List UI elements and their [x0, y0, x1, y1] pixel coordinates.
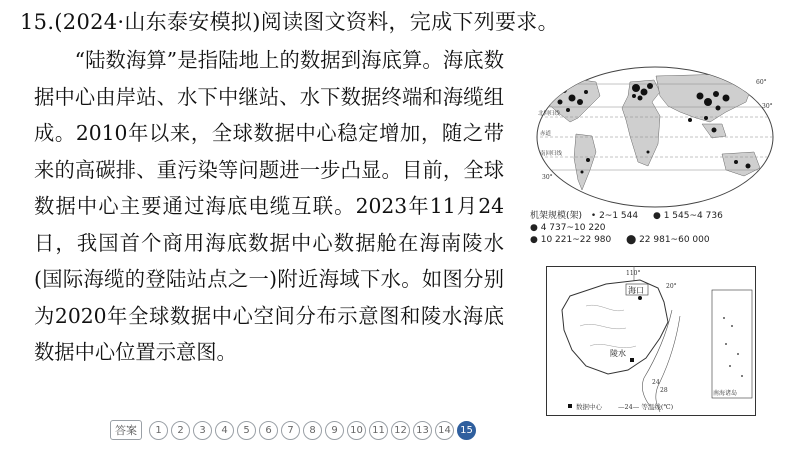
data-center-dot — [566, 108, 570, 112]
data-center-dot — [688, 118, 692, 122]
question-number-7[interactable]: 7 — [281, 421, 300, 440]
inset-label: 南海诸岛 — [713, 390, 738, 397]
question-title: 15.(2024·山东泰安模拟)阅读图文资料，完成下列要求。 — [20, 10, 559, 34]
question-number-1[interactable]: 1 — [149, 421, 168, 440]
data-center-dot — [581, 171, 584, 174]
data-center-dot — [713, 91, 719, 97]
question-number-13[interactable]: 13 — [413, 421, 432, 440]
data-center-dot — [697, 93, 704, 100]
question-number-14[interactable]: 14 — [435, 421, 454, 440]
legend-center-symbol — [568, 404, 572, 408]
legend-item-1: • 2~1 544 — [590, 211, 639, 221]
legend-title: 机架规模(架) — [530, 211, 583, 221]
lon-label-110: 110° — [626, 270, 641, 277]
legend-item-3: ● 4 737~10 220 — [530, 223, 606, 233]
world-map-legend — [530, 210, 780, 246]
data-center-dot — [723, 95, 730, 102]
question-body — [34, 42, 504, 371]
lat-label-30: 30° — [762, 103, 773, 110]
data-center-dot — [638, 96, 643, 101]
south-china-sea-inset — [712, 290, 752, 398]
legend-center-label: 数据中心 — [576, 403, 602, 411]
data-center-dot — [641, 89, 648, 96]
haikou-marker — [638, 296, 642, 300]
question-number-12[interactable]: 12 — [391, 421, 410, 440]
legend-item-4: ● 10 221~22 980 — [530, 235, 612, 245]
data-center-dot — [647, 83, 653, 89]
data-center-dot — [584, 90, 588, 94]
lingshui-label: 陵水 — [610, 349, 626, 358]
question-number-11[interactable]: 11 — [369, 421, 388, 440]
label-tropic-north: 北回归线 — [538, 111, 561, 117]
data-center-dot — [712, 128, 717, 133]
question-paragraph: “陆数海算”是指陆地上的数据到海底算。海底数据中心由岸站、水下中继站、水下数据终端和海缆组成。2010年以来，全球数据中心稳定增加，随之带来的高碳排、重污染等问题进一步凸显。目前，全球数据中心主要通过海底电缆互联。2023年11月24日，我国首个商用海底数据中心数据舱在海南陵水(国际海缆的登陆站点之一)附近海域下水。如图分别为2020年全球数据中心空间分布示意图和陵水海底数据中心位置示意图。 — [34, 48, 504, 364]
data-center-dot — [704, 116, 708, 120]
data-center-dot — [558, 100, 563, 105]
question-number-6[interactable]: 6 — [259, 421, 278, 440]
data-center-dot — [632, 94, 636, 98]
data-center-dot — [586, 158, 590, 162]
haikou-label: 海口 — [628, 286, 644, 295]
label-tropic-south: 南回归线 — [540, 151, 563, 157]
legend-isotherm-label: —24— 等温线(℃) — [618, 403, 674, 411]
lat-label-60: 60° — [756, 79, 767, 86]
isotherm-28-label: 28 — [660, 387, 668, 394]
data-center-dot — [704, 98, 712, 106]
data-center-dot — [577, 99, 583, 105]
lat-label-30s: 30° — [542, 174, 553, 181]
question-number-10[interactable]: 10 — [347, 421, 366, 440]
data-center-dot — [734, 160, 738, 164]
question-number-3[interactable]: 3 — [193, 421, 212, 440]
lingshui-location-map — [546, 266, 756, 416]
data-center-dot — [647, 151, 650, 154]
lat-label-20: 20° — [666, 283, 677, 290]
data-center-dot — [569, 95, 576, 102]
legend-item-2: ● 1 545~4 736 — [653, 211, 723, 221]
lingshui-data-center-marker — [630, 358, 634, 362]
legend-item-5: ⬤ 22 981~60 000 — [626, 235, 710, 245]
data-center-dot — [632, 84, 640, 92]
label-equator: 赤道 — [540, 131, 552, 137]
question-navigator — [110, 418, 476, 442]
data-center-dot — [550, 88, 558, 96]
question-number-2[interactable]: 2 — [171, 421, 190, 440]
question-number-5[interactable]: 5 — [237, 421, 256, 440]
isotherm-24-label: 24 — [652, 379, 660, 386]
question-number-15-active[interactable]: 15 — [457, 421, 476, 440]
question-number-9[interactable]: 9 — [325, 421, 344, 440]
world-data-center-map — [530, 62, 780, 212]
question-number-4[interactable]: 4 — [215, 421, 234, 440]
data-center-dot — [716, 106, 721, 111]
answer-button[interactable]: 答案 — [110, 420, 142, 440]
data-center-dot — [746, 164, 751, 169]
question-number-8[interactable]: 8 — [303, 421, 322, 440]
